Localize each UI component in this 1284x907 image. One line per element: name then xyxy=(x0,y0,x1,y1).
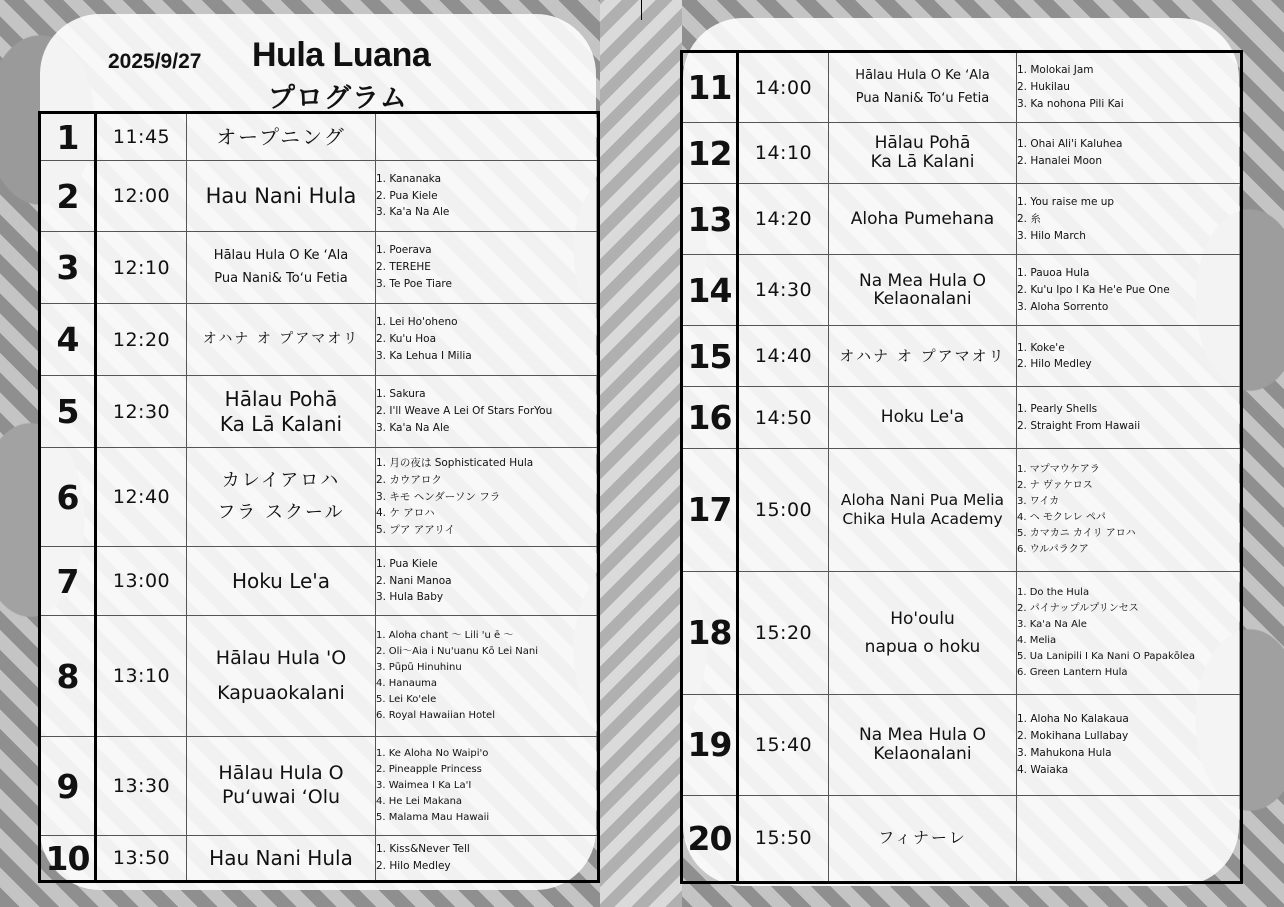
song-list xyxy=(1017,52,1242,123)
row-number: 5 xyxy=(40,376,96,448)
song-item: 1. Lei Ho'oheno xyxy=(376,316,458,329)
row-number: 20 xyxy=(682,795,738,882)
program-row xyxy=(682,694,1242,795)
row-time: 12:20 xyxy=(96,304,187,376)
song-item: 5. カマカニ カイリ アロハ xyxy=(1017,527,1136,539)
group-name: Hālau Pohā Ka Lā Kalani xyxy=(829,123,1017,184)
song-list xyxy=(376,547,599,616)
song-item: 1. Pauoa Hula xyxy=(1017,267,1090,280)
song-item: 2. Ku'u Hoa xyxy=(376,333,437,346)
group-name: Na Mea Hula O Kelaonalani xyxy=(829,255,1017,326)
song-item: 6. Royal Hawaiian Hotel xyxy=(376,710,495,721)
song-item: 1. Do the Hula xyxy=(1017,586,1090,598)
group-name: Ho'oulu napua o hoku xyxy=(829,571,1017,694)
song-list xyxy=(376,113,599,161)
program-row xyxy=(682,184,1242,255)
song-item: 3. Mahukona Hula xyxy=(1017,746,1112,759)
row-number: 11 xyxy=(682,52,738,123)
song-item: 3. Te Poe Tiare xyxy=(376,277,452,290)
song-item: 5. Ua Lanipili I Ka Nani O Papakōlea xyxy=(1017,650,1195,662)
song-item: 1. マプマウケアラ xyxy=(1017,463,1100,475)
song-item: 2. Hukilau xyxy=(1017,81,1070,94)
program-row xyxy=(40,616,599,737)
song-item: 2. カウアロク xyxy=(376,473,442,486)
song-item: 3. Pūpū Hinuhinu xyxy=(376,662,462,673)
row-number: 15 xyxy=(682,326,738,387)
row-number: 8 xyxy=(40,616,96,737)
program-row xyxy=(682,795,1242,882)
song-item: 3. Aloha Sorrento xyxy=(1017,300,1109,313)
song-item: 1. Ke Aloha No Waipi'o xyxy=(376,748,489,759)
song-item: 1. You raise me up xyxy=(1017,195,1115,208)
song-item: 1. Molokai Jam xyxy=(1017,64,1094,77)
song-item: 2. Hilo Medley xyxy=(1017,358,1092,371)
row-number: 13 xyxy=(682,184,738,255)
song-item: 4. Melia xyxy=(1017,634,1057,646)
song-item: 6. ウルパラクア xyxy=(1017,543,1089,555)
song-item: 6. Green Lantern Hula xyxy=(1017,666,1128,678)
song-list xyxy=(376,448,599,547)
group-name: カレイアロハ フラ スクール xyxy=(187,448,376,547)
row-time: 13:30 xyxy=(96,737,187,836)
row-number: 18 xyxy=(682,571,738,694)
song-item: 4. Hanauma xyxy=(376,678,438,689)
event-title: Hula Luana xyxy=(252,36,431,74)
row-number: 16 xyxy=(682,387,738,449)
song-item: 5. Malama Mau Hawaii xyxy=(376,812,490,823)
row-number: 10 xyxy=(40,836,96,882)
row-number: 2 xyxy=(40,161,96,232)
program-row xyxy=(682,52,1242,123)
song-item: 3. Ka'a Na Ale xyxy=(376,421,450,434)
song-item: 2. Hilo Medley xyxy=(376,860,451,872)
center-tapa-strip xyxy=(600,0,682,907)
group-name: Hālau Hula O Ke ʻAla Pua Nani& Toʻu Fetia xyxy=(829,52,1017,123)
row-time: 14:50 xyxy=(738,387,829,449)
song-list xyxy=(1017,387,1242,449)
song-item: 4. He Lei Makana xyxy=(376,796,463,807)
group-name: Hau Nani Hula xyxy=(187,161,376,232)
song-item: 1. 月の夜は Sophisticated Hula xyxy=(376,457,534,469)
song-item: 4. ケ アロハ xyxy=(376,507,435,520)
song-item: 3. Waimea I Ka La'I xyxy=(376,780,472,791)
row-time: 15:00 xyxy=(738,449,829,571)
program-row xyxy=(40,161,599,232)
row-time: 12:10 xyxy=(96,232,187,304)
row-time: 14:00 xyxy=(738,52,829,123)
song-item: 2. Pineapple Princess xyxy=(376,764,482,775)
row-number: 14 xyxy=(682,255,738,326)
group-name: オハナ オ プアマオリ xyxy=(829,326,1017,387)
song-item: 3. Ka'a Na Ale xyxy=(1017,618,1087,630)
song-item: 2. 糸 xyxy=(1017,212,1041,225)
program-row xyxy=(40,547,599,616)
group-name: Hoku Le'a xyxy=(829,387,1017,449)
song-list xyxy=(1017,255,1242,326)
program-row xyxy=(40,304,599,376)
group-name: オハナ オ プアマオリ xyxy=(187,304,376,376)
song-item: 1. Aloha No Kalakaua xyxy=(1017,713,1129,726)
song-item: 2. Oli～Aia i Nu'uanu Kō Lei Nani xyxy=(376,646,539,657)
song-item: 1. Sakura xyxy=(376,388,426,401)
row-number: 4 xyxy=(40,304,96,376)
program-row xyxy=(40,737,599,836)
row-time: 14:20 xyxy=(738,184,829,255)
song-list xyxy=(1017,326,1242,387)
song-item: 3. Hilo March xyxy=(1017,229,1086,242)
song-item: 1. Kiss&Never Tell xyxy=(376,843,470,856)
song-item: 2. Straight From Hawaii xyxy=(1017,419,1141,432)
program-row xyxy=(682,255,1242,326)
group-name: Na Mea Hula O Kelaonalani xyxy=(829,694,1017,795)
song-item: 1. Koke'e xyxy=(1017,341,1065,354)
song-list xyxy=(1017,694,1242,795)
row-number: 12 xyxy=(682,123,738,184)
song-item: 2. Hanalei Moon xyxy=(1017,155,1102,168)
row-number: 19 xyxy=(682,694,738,795)
group-name: Aloha Pumehana xyxy=(829,184,1017,255)
song-list xyxy=(1017,571,1242,694)
program-row xyxy=(682,326,1242,387)
program-row xyxy=(40,376,599,448)
group-name: オープニング xyxy=(187,113,376,161)
group-name: Hau Nani Hula xyxy=(187,836,376,882)
group-name: Hālau Hula 'O Kapuaokalani xyxy=(187,616,376,737)
row-time: 12:30 xyxy=(96,376,187,448)
row-number: 9 xyxy=(40,737,96,836)
row-number: 7 xyxy=(40,547,96,616)
song-item: 1. Poerava xyxy=(376,244,432,257)
song-item: 3. キモ ヘンダーソン フラ xyxy=(376,490,501,503)
row-time: 14:40 xyxy=(738,326,829,387)
row-time: 14:10 xyxy=(738,123,829,184)
song-list xyxy=(376,232,599,304)
row-number: 17 xyxy=(682,449,738,571)
song-item: 2. TEREHE xyxy=(376,261,431,274)
song-list xyxy=(376,836,599,882)
song-item: 3. ワイカ xyxy=(1017,495,1060,507)
row-time: 14:30 xyxy=(738,255,829,326)
row-time: 11:45 xyxy=(96,113,187,161)
song-item: 2. Pua Kiele xyxy=(376,189,438,202)
song-item: 2. Mokihana Lullabay xyxy=(1017,729,1129,742)
song-item: 3. Ka'a Na Ale xyxy=(376,206,450,219)
row-time: 12:40 xyxy=(96,448,187,547)
song-item: 3. Hula Baby xyxy=(376,591,444,604)
row-number: 3 xyxy=(40,232,96,304)
program-row xyxy=(682,387,1242,449)
program-row xyxy=(40,232,599,304)
song-list xyxy=(376,304,599,376)
program-table-left xyxy=(38,111,600,883)
program-row xyxy=(40,836,599,882)
song-list xyxy=(1017,449,1242,571)
row-number: 6 xyxy=(40,448,96,547)
song-item: 5. プア アアリイ xyxy=(376,524,455,537)
song-list xyxy=(376,161,599,232)
song-list xyxy=(1017,184,1242,255)
song-list xyxy=(376,737,599,836)
song-item: 2. ナ ヴァケロス xyxy=(1017,479,1093,491)
program-row xyxy=(682,449,1242,571)
song-item: 5. Lei Ko'ele xyxy=(376,694,437,705)
song-item: 3. Ka nohona Pili Kai xyxy=(1017,97,1124,110)
song-list xyxy=(376,376,599,448)
song-item: 2. パイナップルプリンセス xyxy=(1017,602,1139,614)
song-item: 1. Ohai Ali'i Kaluhea xyxy=(1017,138,1123,151)
program-row xyxy=(40,448,599,547)
row-number: 1 xyxy=(40,113,96,161)
song-list xyxy=(1017,795,1242,882)
program-heading: プログラム xyxy=(268,83,408,114)
song-item: 4. Waiaka xyxy=(1017,763,1069,776)
song-item: 2. I'll Weave A Lei Of Stars ForYou xyxy=(376,405,553,418)
song-item: 2. Ku'u Ipo I Ka He'e Pue One xyxy=(1017,283,1170,296)
song-item: 3. Ka Lehua I Milia xyxy=(376,349,472,362)
row-time: 13:10 xyxy=(96,616,187,737)
row-time: 15:20 xyxy=(738,571,829,694)
group-name: Hoku Le'a xyxy=(187,547,376,616)
song-item: 1. Kananaka xyxy=(376,172,441,185)
row-time: 15:40 xyxy=(738,694,829,795)
group-name: Hālau Hula O Puʻuwai ʻOlu xyxy=(187,737,376,836)
program-row xyxy=(682,123,1242,184)
song-list xyxy=(376,616,599,737)
song-item: 1. Pearly Shells xyxy=(1017,403,1098,416)
group-name: Hālau Hula O Ke ʻAla Pua Nani& Toʻu Fetia xyxy=(187,232,376,304)
song-item: 1. Pua Kiele xyxy=(376,557,438,570)
event-date: 2025/9/27 xyxy=(108,50,202,73)
row-time: 12:00 xyxy=(96,161,187,232)
group-name: Hālau Pohā Ka Lā Kalani xyxy=(187,376,376,448)
program-row xyxy=(40,113,599,161)
fold-mark xyxy=(641,0,642,20)
song-item: 4. ヘ モクレレ ペパ xyxy=(1017,511,1106,523)
group-name: フィナーレ xyxy=(829,795,1017,882)
row-time: 13:00 xyxy=(96,547,187,616)
song-item: 2. Nani Manoa xyxy=(376,574,452,587)
song-item: 1. Aloha chant ～ Lili 'u ē ～ xyxy=(376,630,514,641)
program-row xyxy=(682,571,1242,694)
row-time: 13:50 xyxy=(96,836,187,882)
group-name: Aloha Nani Pua Melia Chika Hula Academy xyxy=(829,449,1017,571)
song-list xyxy=(1017,123,1242,184)
row-time: 15:50 xyxy=(738,795,829,882)
program-table-right xyxy=(680,50,1243,884)
